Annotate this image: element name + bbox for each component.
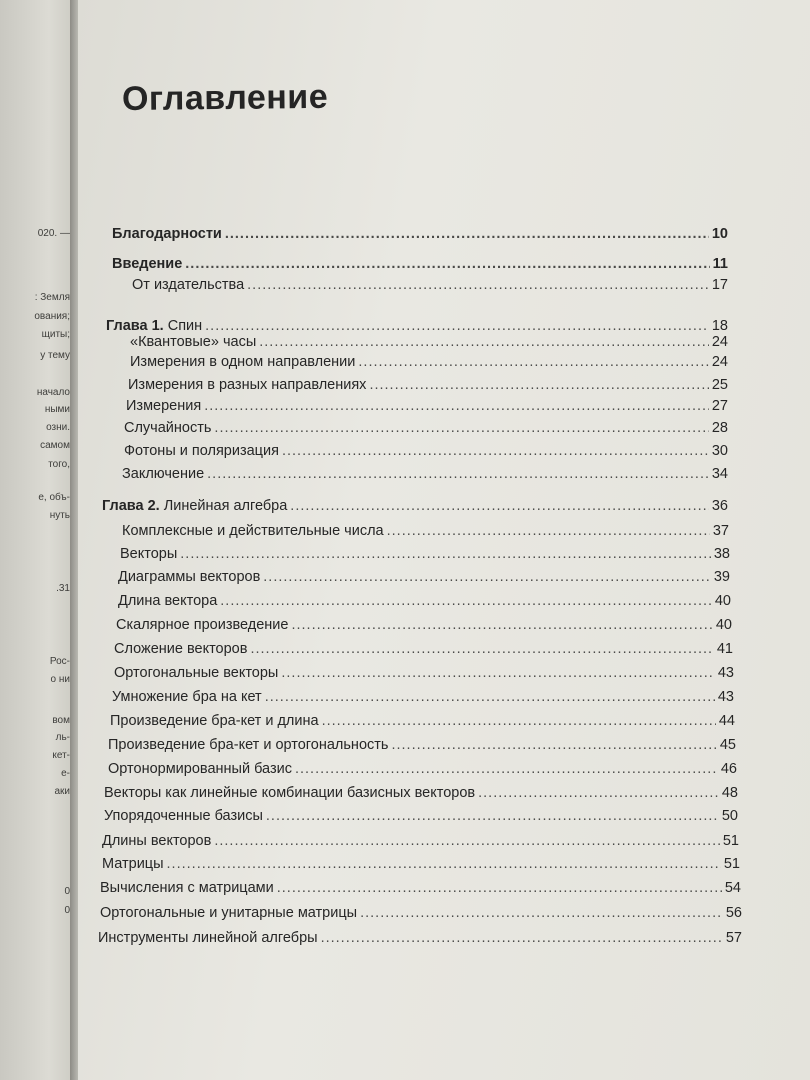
toc-page-number: 38	[713, 546, 730, 562]
toc-entry-label	[114, 641, 247, 657]
toc-entry-label	[118, 569, 260, 585]
toc-entry-title: Линейная алгебра	[163, 498, 288, 514]
toc-entry-title: Произведение бра-кет и ортогональность	[108, 737, 389, 753]
left-page-text-fragment: о ни	[50, 674, 70, 685]
toc-entry-title: Ортогональные и унитарные матрицы	[100, 905, 358, 921]
toc-page-number: 51	[723, 856, 740, 872]
toc-page-number: 40	[714, 593, 731, 609]
toc-leader-dots	[220, 593, 712, 609]
left-page-text-fragment: ными	[44, 404, 70, 415]
toc-leader-dots	[369, 377, 708, 393]
toc-entry-title: Вычисления с матрицами	[100, 880, 274, 896]
toc-leader-dots	[225, 226, 709, 242]
toc-leader-dots	[207, 466, 709, 482]
toc-entry	[102, 498, 728, 514]
toc-entry-title: Векторы	[120, 546, 178, 562]
toc-entry-label	[130, 334, 256, 350]
toc-entry-label	[106, 318, 202, 334]
toc-page-number: 36	[711, 498, 728, 514]
toc-entry-label	[130, 354, 355, 370]
toc-entry-label	[100, 905, 357, 921]
left-page-text-fragment: 020. —	[37, 228, 70, 239]
toc-entry-label	[98, 930, 318, 946]
toc-entry	[122, 523, 729, 539]
toc-entry-title: Комплексные и действительные числа	[122, 523, 384, 539]
toc-entry	[122, 466, 728, 482]
toc-entry-title: Измерения в одном направлении	[130, 354, 356, 370]
toc-leader-dots	[322, 713, 716, 729]
left-page-text-fragment: .31	[56, 583, 70, 594]
toc-page-number: 28	[711, 420, 728, 436]
toc-page-number: 30	[711, 443, 728, 459]
left-page-text-fragment: е-	[61, 768, 70, 779]
toc-entry-title: «Квантовые» часы	[130, 334, 257, 350]
toc-entry	[104, 785, 738, 801]
left-page-text-fragment: кет-	[52, 750, 70, 761]
toc-page-number: 18	[711, 318, 728, 334]
toc-entry-label	[114, 665, 278, 681]
toc-entry-label	[124, 420, 211, 436]
toc-entry-title: Скалярное произведение	[116, 617, 289, 633]
toc-leader-dots	[391, 737, 716, 753]
toc-entry-title: Умножение бра на кет	[112, 689, 262, 705]
toc-leader-dots	[282, 443, 709, 459]
toc-entry	[98, 930, 742, 946]
book-page	[78, 0, 810, 1080]
toc-entry-title: Сложение векторов	[114, 641, 248, 657]
toc-entry	[114, 665, 734, 681]
toc-entry	[118, 569, 730, 585]
toc-entry-title: Фотоны и поляризация	[124, 443, 279, 459]
toc-entry	[112, 226, 728, 242]
toc-page-number: 57	[725, 930, 742, 946]
left-page-text-fragment: ль-	[55, 732, 70, 743]
toc-entry-title: Инструменты линейной алгебры	[98, 930, 318, 946]
toc-entry-label	[132, 277, 244, 293]
toc-leader-dots	[281, 665, 715, 681]
toc-leader-dots	[295, 761, 718, 777]
toc-entry-label	[108, 737, 388, 753]
toc-leader-dots	[478, 785, 719, 801]
toc-entry	[100, 880, 741, 896]
toc-entry-label	[124, 443, 279, 459]
toc-entry	[124, 420, 728, 436]
toc-entry-label	[108, 761, 292, 777]
toc-entry	[108, 761, 737, 777]
toc-entry	[126, 398, 728, 414]
toc-leader-dots	[290, 498, 709, 514]
toc-entry-label	[104, 808, 263, 824]
toc-page-number: 50	[721, 808, 738, 824]
toc-page-number: 40	[715, 617, 732, 633]
toc-entry-label	[102, 856, 164, 872]
toc-chapter-number: Глава 1.	[106, 318, 164, 334]
toc-page-number: 46	[720, 761, 737, 777]
toc-entry-title: Векторы как линейные комбинации базисных векторов	[104, 785, 476, 801]
toc-entry-label	[126, 398, 201, 414]
left-page-text-fragment: самом	[40, 440, 70, 451]
toc-leader-dots	[291, 617, 712, 633]
toc-entry	[108, 737, 736, 753]
toc-entry-label	[100, 880, 274, 896]
left-page-text-fragment: того,	[48, 459, 70, 470]
left-page-text-fragment: 0	[64, 905, 70, 916]
toc-leader-dots	[214, 833, 720, 849]
toc-page-number: 43	[717, 665, 734, 681]
left-page-text-fragment: ования;	[34, 311, 70, 322]
left-page-text-fragment: щиты;	[41, 329, 70, 340]
toc-entry-label	[110, 713, 319, 729]
toc-entry	[130, 334, 728, 350]
toc-entry	[116, 617, 732, 633]
toc-entry	[120, 546, 730, 562]
toc-entry-label	[104, 785, 475, 801]
toc-entry-title: Упорядоченные базисы	[104, 808, 263, 824]
toc-leader-dots	[185, 256, 709, 272]
left-page-text-fragment: : Земля	[34, 292, 70, 303]
toc-leader-dots	[250, 641, 713, 657]
toc-entry	[124, 443, 728, 459]
toc-entry-label	[118, 593, 217, 609]
toc-entry-label	[116, 617, 288, 633]
toc-entry	[118, 593, 731, 609]
toc-page-number: 27	[711, 398, 728, 414]
left-page-text-fragment: начало	[36, 387, 70, 398]
toc-entry-title: Введение	[112, 256, 183, 272]
left-page-text-fragment: аки	[54, 786, 70, 797]
toc-entry	[132, 277, 728, 293]
table-of-contents	[78, 0, 810, 1080]
toc-entry-title: Благодарности	[112, 226, 222, 242]
toc-entry-label	[120, 546, 177, 562]
toc-page-number: 24	[711, 334, 728, 350]
toc-page-number: 56	[725, 905, 742, 921]
toc-leader-dots	[277, 880, 722, 896]
toc-leader-dots	[259, 334, 709, 350]
toc-entry-label	[112, 256, 182, 272]
toc-page-number: 24	[711, 354, 728, 370]
toc-chapter-number: Глава 2.	[102, 498, 160, 514]
toc-entry-title: Измерения	[126, 398, 202, 414]
toc-entry	[114, 641, 733, 657]
toc-entry-label	[122, 466, 204, 482]
toc-entry	[112, 689, 734, 705]
toc-leader-dots	[321, 930, 723, 946]
toc-page-number: 54	[724, 880, 741, 896]
toc-leader-dots	[387, 523, 710, 539]
page-title: Оглавление	[121, 77, 329, 118]
toc-page-number: 37	[712, 523, 729, 539]
toc-page-number: 39	[713, 569, 730, 585]
toc-entry-label	[102, 498, 287, 514]
left-page-text-fragment: вом	[52, 715, 70, 726]
toc-entry-label	[128, 377, 366, 393]
toc-page-number: 44	[718, 713, 735, 729]
toc-entry	[106, 318, 728, 334]
toc-entry-label	[112, 689, 262, 705]
toc-entry-title: Ортогональные векторы	[114, 665, 279, 681]
toc-entry	[104, 808, 738, 824]
toc-leader-dots	[180, 546, 711, 562]
toc-entry	[110, 713, 735, 729]
left-page-text-fragment: нуть	[49, 510, 70, 521]
toc-entry	[128, 377, 728, 393]
toc-page-number: 17	[711, 277, 728, 293]
toc-page-number: 34	[711, 466, 728, 482]
toc-leader-dots	[263, 569, 711, 585]
toc-entry-title: Случайность	[124, 420, 212, 436]
left-page-text-fragment: Рос-	[49, 656, 70, 667]
toc-leader-dots	[204, 398, 709, 414]
toc-entry-title: Заключение	[122, 466, 205, 482]
left-page-text-fragment: 0	[64, 886, 70, 897]
toc-leader-dots	[266, 808, 719, 824]
toc-leader-dots	[167, 856, 721, 872]
toc-page-number: 41	[716, 641, 733, 657]
toc-page-number: 43	[717, 689, 734, 705]
toc-entry-title: Диаграммы векторов	[118, 569, 261, 585]
toc-leader-dots	[265, 689, 715, 705]
toc-entry	[100, 905, 742, 921]
toc-entry-title: Измерения в разных направлениях	[128, 377, 367, 393]
toc-entry	[102, 856, 740, 872]
toc-leader-dots	[360, 905, 723, 921]
left-page-text-fragment: озни.	[46, 422, 70, 433]
toc-leader-dots	[205, 318, 709, 334]
toc-page-number: 48	[721, 785, 738, 801]
toc-leader-dots	[358, 354, 708, 370]
toc-entry-label	[112, 226, 222, 242]
toc-page-number: 10	[711, 226, 728, 242]
toc-entry-label	[122, 523, 384, 539]
toc-leader-dots	[247, 277, 709, 293]
left-page-text-fragment: у тему	[40, 350, 70, 361]
toc-entry-title: Ортонормированный базис	[108, 761, 292, 777]
toc-entry-title: От издательства	[132, 277, 245, 293]
toc-entry	[112, 256, 728, 272]
toc-page-number: 51	[722, 833, 739, 849]
toc-entry-title: Произведение бра-кет и длина	[110, 713, 319, 729]
left-page-text-fragment: е, объ-	[38, 492, 70, 503]
toc-page-number: 45	[719, 737, 736, 753]
toc-entry	[102, 833, 739, 849]
book-gutter	[70, 0, 78, 1080]
toc-entry-label	[102, 833, 211, 849]
toc-leader-dots	[214, 420, 708, 436]
left-page-edge	[0, 0, 70, 1080]
toc-entry-title: Длина вектора	[118, 593, 218, 609]
toc-entry-title: Матрицы	[102, 856, 164, 872]
toc-entry-title: Спин	[167, 318, 203, 334]
toc-entry	[130, 354, 728, 370]
toc-entry-title: Длины векторов	[102, 833, 212, 849]
toc-page-number: 25	[711, 377, 728, 393]
toc-page-number: 11	[712, 256, 728, 272]
